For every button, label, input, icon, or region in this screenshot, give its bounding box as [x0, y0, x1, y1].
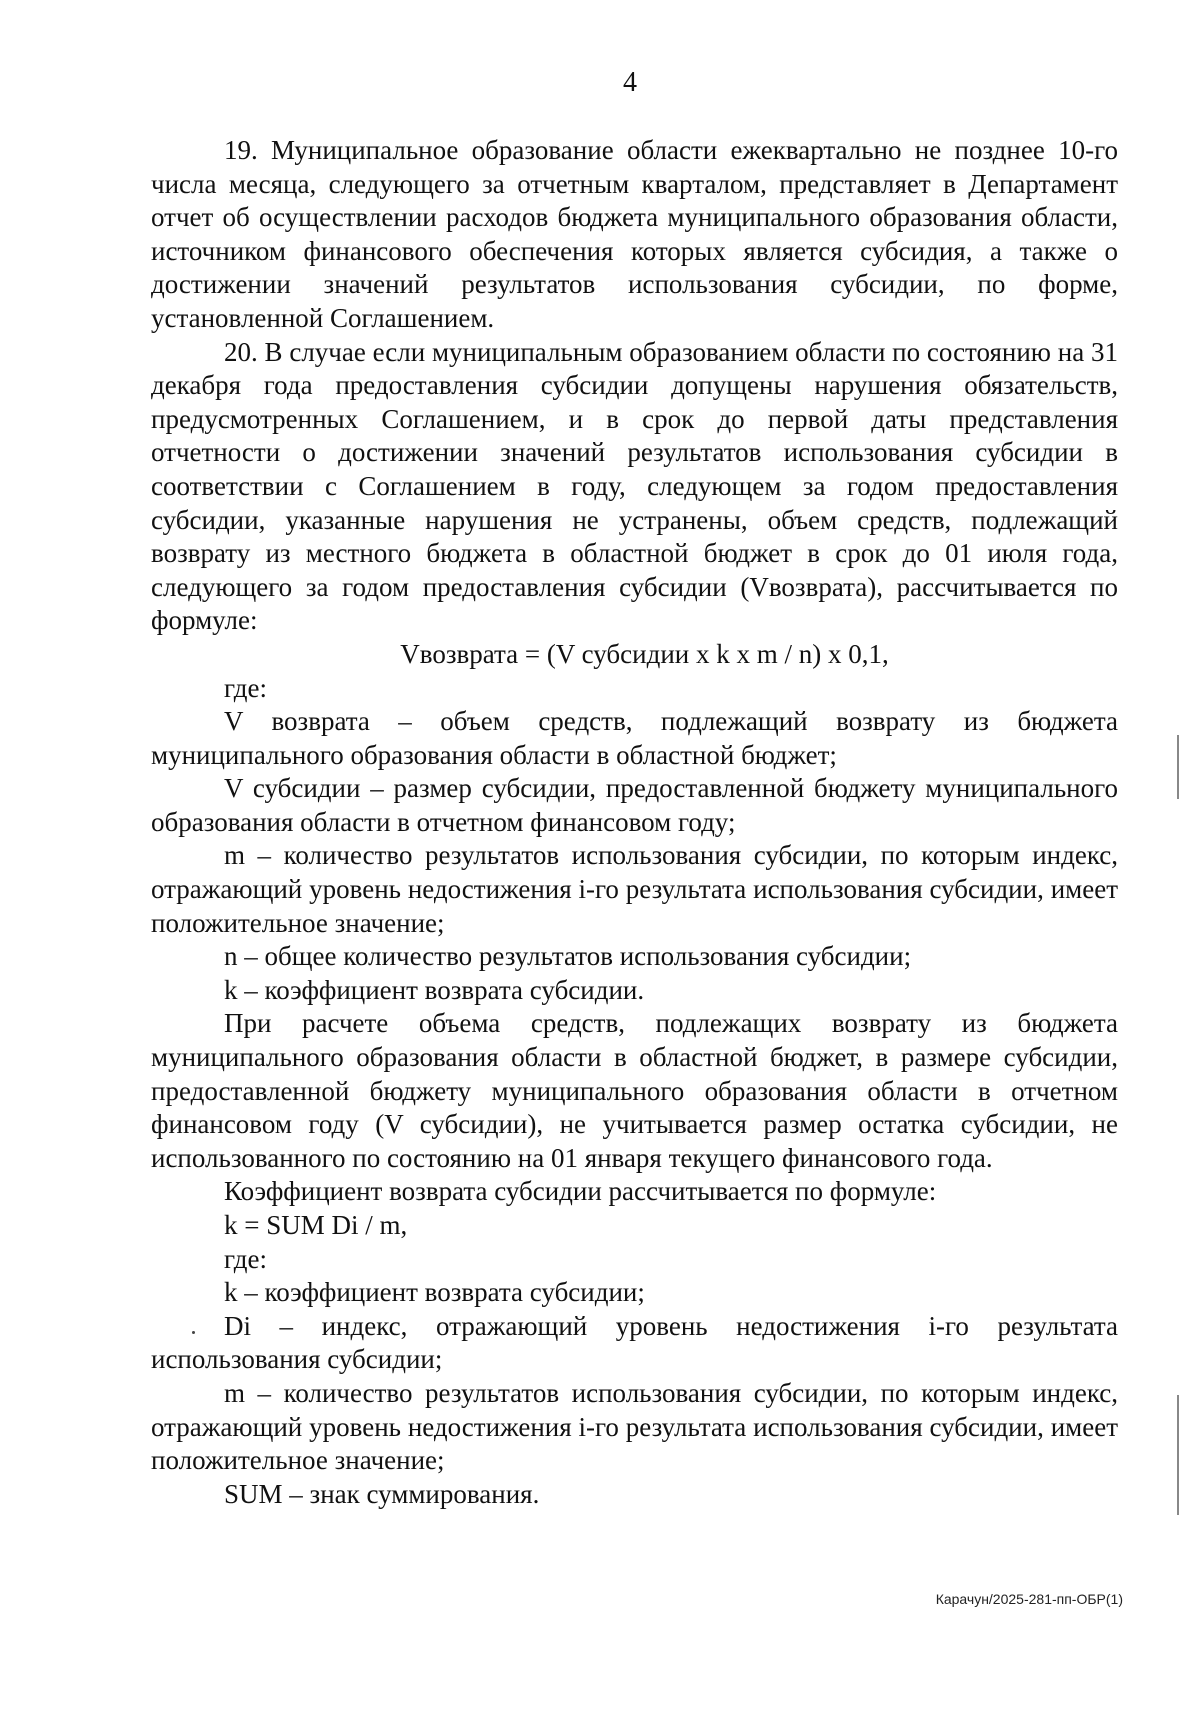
formula-k: k = SUM Di / m,	[224, 1210, 408, 1240]
page-number: 4	[623, 67, 637, 98]
paragraph-19: 19. Муниципальное образование области ежеквартально не позднее 10-го числа месяца, следующего за отчетным кварталом, представляет в Департамент отчет об осуществлении расходов бюджета муниципального образования области, источником финансового обеспечения которых является субсидия, а также о достижении значений результатов использования субсидии, по форме, установленной Соглашением.	[151, 135, 1118, 333]
coefficient-intro: Коэффициент возврата субсидии рассчитывается по формуле:	[224, 1176, 937, 1207]
definition-di: Di – индекс, отражающий уровень недостижения i-го результата использования субсидии;	[151, 1310, 1118, 1375]
definition-v-vozvrata: V возврата – объем средств, подлежащий возврату из бюджета муниципального образования области в областной бюджет;	[151, 706, 1118, 770]
where-label-2: где:	[224, 1243, 267, 1274]
document-code: Карачун/2025-281-пп-ОБР(1)	[935, 1591, 1123, 1607]
definition-n: n – общее количество результатов использования субсидии;	[224, 941, 912, 972]
scan-artifact-line	[1177, 735, 1179, 799]
definition-k: k – коэффициент возврата субсидии.	[224, 974, 645, 1005]
definition-k-2: k – коэффициент возврата субсидии;	[224, 1277, 645, 1308]
formula-v-vozvrata: Vвозврата = (V субсидии x k x m / n) x 0,1,	[400, 638, 889, 669]
definition-v-subsidii: V субсидии – размер субсидии, предоставленной бюджету муниципального образования области в отчетном финансовом году;	[151, 773, 1118, 837]
definition-m-2: m – количество результатов использования субсидии, по которым индекс, отражающий уровень недостижения i-го результата использования субсидии, имеет положительное значение;	[151, 1377, 1118, 1476]
definition-m: m – количество результатов использования субсидии, по которым индекс, отражающий уровень недостижения i-го результата использования субсидии, имеет положительное значение;	[151, 840, 1118, 938]
paragraph-20: 20. В случае если муниципальным образованием области по состоянию на 31 декабря года предоставления субсидии допущены нарушения обязательств, предусмотренных Соглашением, и в срок до первой даты представления отчетности о достижении значений результатов использования субсидии в соответствии с Соглашением в году, следующем за годом предоставления субсидии, указанные нарушения не устранены, объем средств, подлежащий возврату из местного бюджета в областной бюджет в срок до 01 июля года, следующего за годом предоставления субсидии (Vвозврата), рассчитывается по формуле:	[151, 336, 1118, 636]
scan-artifact-dot	[192, 1331, 195, 1334]
paragraph-calculation-note: При расчете объема средств, подлежащих возврату из бюджета муниципального образования области в областной бюджет, в размере субсидии, предоставленной бюджету муниципального образования области в отчетном финансовом году (V субсидии), не учитывается размер остатка субсидии, не использованного по состоянию на 01 января текущего финансового года.	[151, 1008, 1118, 1173]
document-body	[151, 134, 1118, 1511]
scan-artifact-line	[1177, 1395, 1179, 1515]
definition-sum: SUM – знак суммирования.	[224, 1478, 540, 1509]
where-label: где:	[224, 672, 267, 703]
